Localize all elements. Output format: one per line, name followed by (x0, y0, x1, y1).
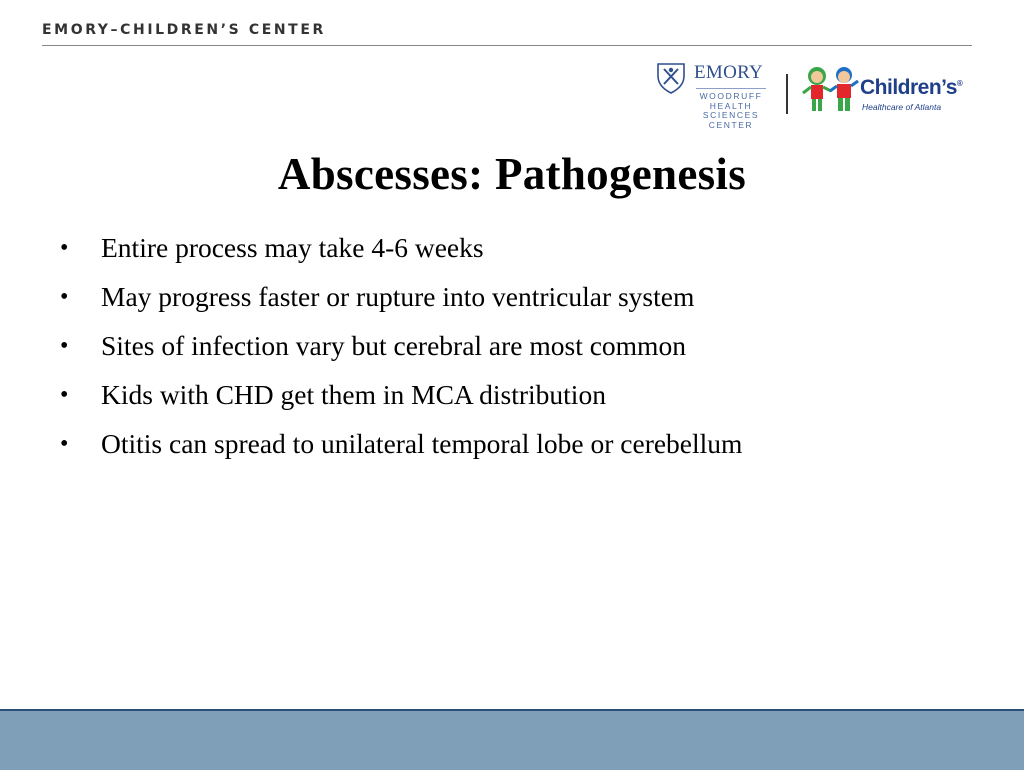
bullet-text: Otitis can spread to unilateral temporal lobe or cerebellum (101, 428, 743, 459)
emory-shield-icon (656, 62, 686, 94)
bullet-item (56, 228, 742, 277)
bullet-icon: • (60, 284, 69, 310)
childrens-logo (800, 60, 980, 120)
children-figures-icon (800, 60, 862, 118)
childrens-name: Children’s (860, 76, 957, 99)
bullet-list (56, 228, 742, 473)
bullet-item (56, 424, 742, 473)
emory-subtitle-line: CENTER (708, 119, 754, 130)
childrens-subtitle: Healthcare of Atlanta (862, 102, 942, 112)
bullet-item (56, 277, 742, 326)
emory-subtitle-line: SCIENCES (702, 110, 760, 120)
bullet-text: May progress faster or rupture into ventricular system (101, 281, 695, 312)
bullet-icon: • (60, 431, 69, 457)
bullet-icon: • (60, 333, 69, 359)
emory-wordmark: EMORY (694, 62, 764, 83)
bullet-item (56, 375, 742, 424)
bullet-icon: • (60, 235, 69, 261)
bullet-item (56, 326, 742, 375)
emory-subtitle-line: HEALTH (709, 100, 753, 111)
bullet-text: Kids with CHD get them in MCA distribution (101, 379, 606, 410)
slide-title: Abscesses: Pathogenesis (277, 149, 747, 199)
emory-logo (654, 62, 766, 132)
bullet-text: Entire process may take 4-6 weeks (101, 232, 484, 263)
bullet-text: Sites of infection vary but cerebral are most common (101, 330, 686, 361)
header-divider (42, 45, 972, 46)
logo-separator (786, 74, 788, 114)
emory-subtitle-line: WOODRUFF (696, 88, 766, 102)
header-org-title: EMORY–CHILDREN’S CENTER (42, 22, 326, 38)
emory-subtitle (696, 88, 766, 130)
footer-band (0, 709, 1024, 770)
registered-mark: ® (956, 79, 963, 88)
bullet-icon: • (60, 382, 69, 408)
childrens-wordmark (860, 76, 962, 100)
